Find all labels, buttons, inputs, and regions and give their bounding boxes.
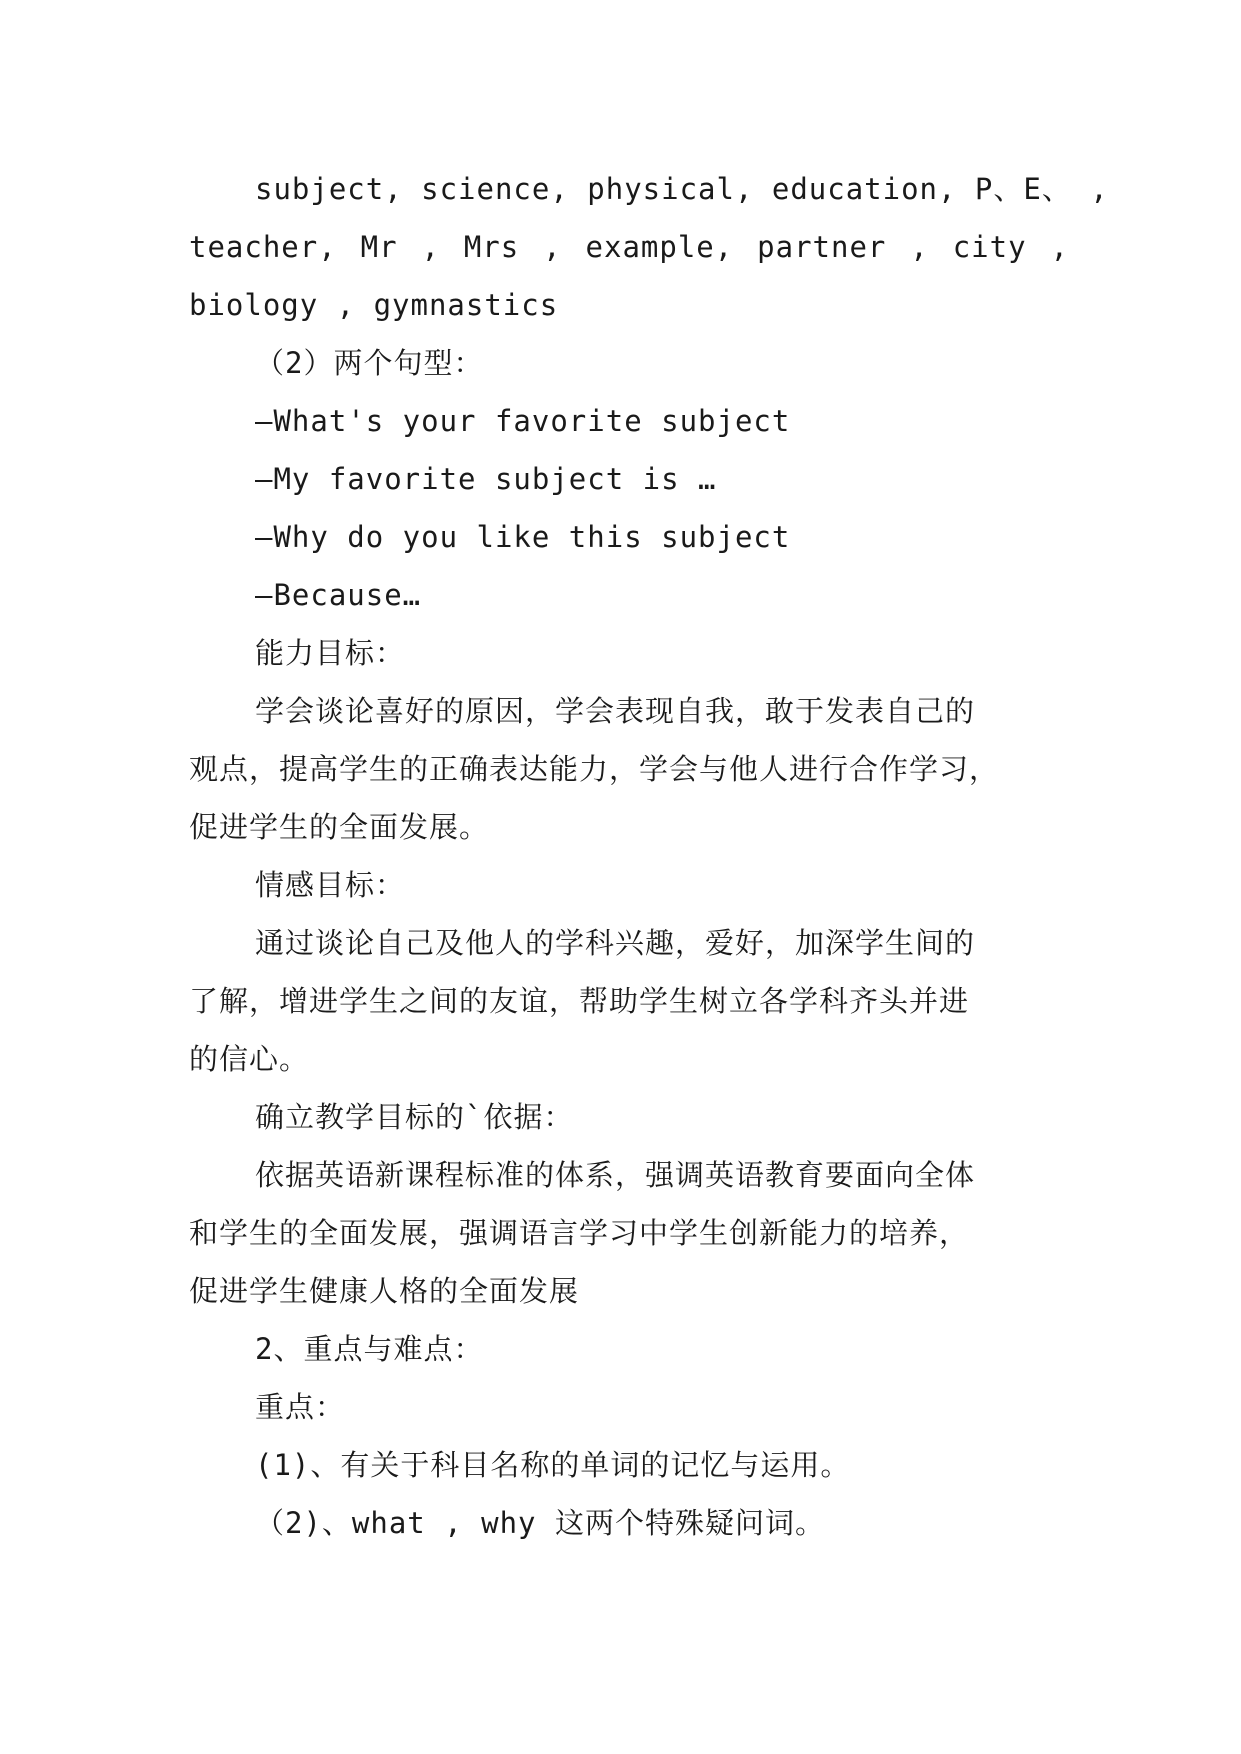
document-body [189,160,1109,1552]
basis-heading: 确立教学目标的`依据： [255,1100,574,1134]
emotion-text-line: 了解，增进学生之间的友谊，帮助学生树立各学科齐头并进 [189,984,970,1018]
key-difficult-heading: 2、重点与难点： [255,1332,484,1366]
ability-text-line: 学会谈论喜好的原因，学会表现自我，敢于发表自己的 [255,694,976,728]
vocab-word: Mr [360,230,398,264]
vocab-word: teacher, [189,230,337,264]
key-point: （2)、what , why 这两个特殊疑问词。 [255,1506,825,1540]
vocab-word: city [952,230,1027,264]
ability-heading: 能力目标： [255,636,406,670]
vocab-line-2 [189,218,1069,276]
vocab-word: partner [757,230,887,264]
sentence-patterns-heading: （2）两个句型： [255,346,484,380]
vocab-word: , [543,230,562,264]
key-heading: 重点： [255,1390,346,1424]
emotion-text-line: 通过谈论自己及他人的学科兴趣，爱好，加深学生间的 [255,926,976,960]
vocab-word: , [1050,230,1069,264]
emotion-text-line: 的信心。 [189,1042,310,1076]
basis-text-line: 和学生的全面发展，强调语言学习中学生创新能力的培养， [189,1216,970,1250]
vocab-line-3: biology , gymnastics [189,288,559,322]
vocab-word: example, [585,230,734,264]
basis-text-line: 依据英语新课程标准的体系，强调英语教育要面向全体 [255,1158,976,1192]
dialogue-line: —My favorite subject is … [255,462,717,496]
ability-text-line: 观点，提高学生的正确表达能力，学会与他人进行合作学习， [189,752,1000,786]
ability-text-line: 促进学生的全面发展。 [189,810,490,844]
basis-text-line: 促进学生健康人格的全面发展 [189,1274,580,1308]
key-point: (1)、有关于科目名称的单词的记忆与运用。 [255,1448,851,1482]
vocab-word: Mrs [463,230,520,264]
vocab-line-1: subject, science, physical, education, P、E、 , [255,172,1109,206]
dialogue-line: —What's your favorite subject [255,404,791,438]
dialogue-line: —Why do you like this subject [255,520,791,554]
dialogue-line: —Because… [255,578,422,612]
vocab-word: , [421,230,440,264]
emotion-heading: 情感目标： [255,868,406,902]
vocab-word: , [910,230,929,264]
